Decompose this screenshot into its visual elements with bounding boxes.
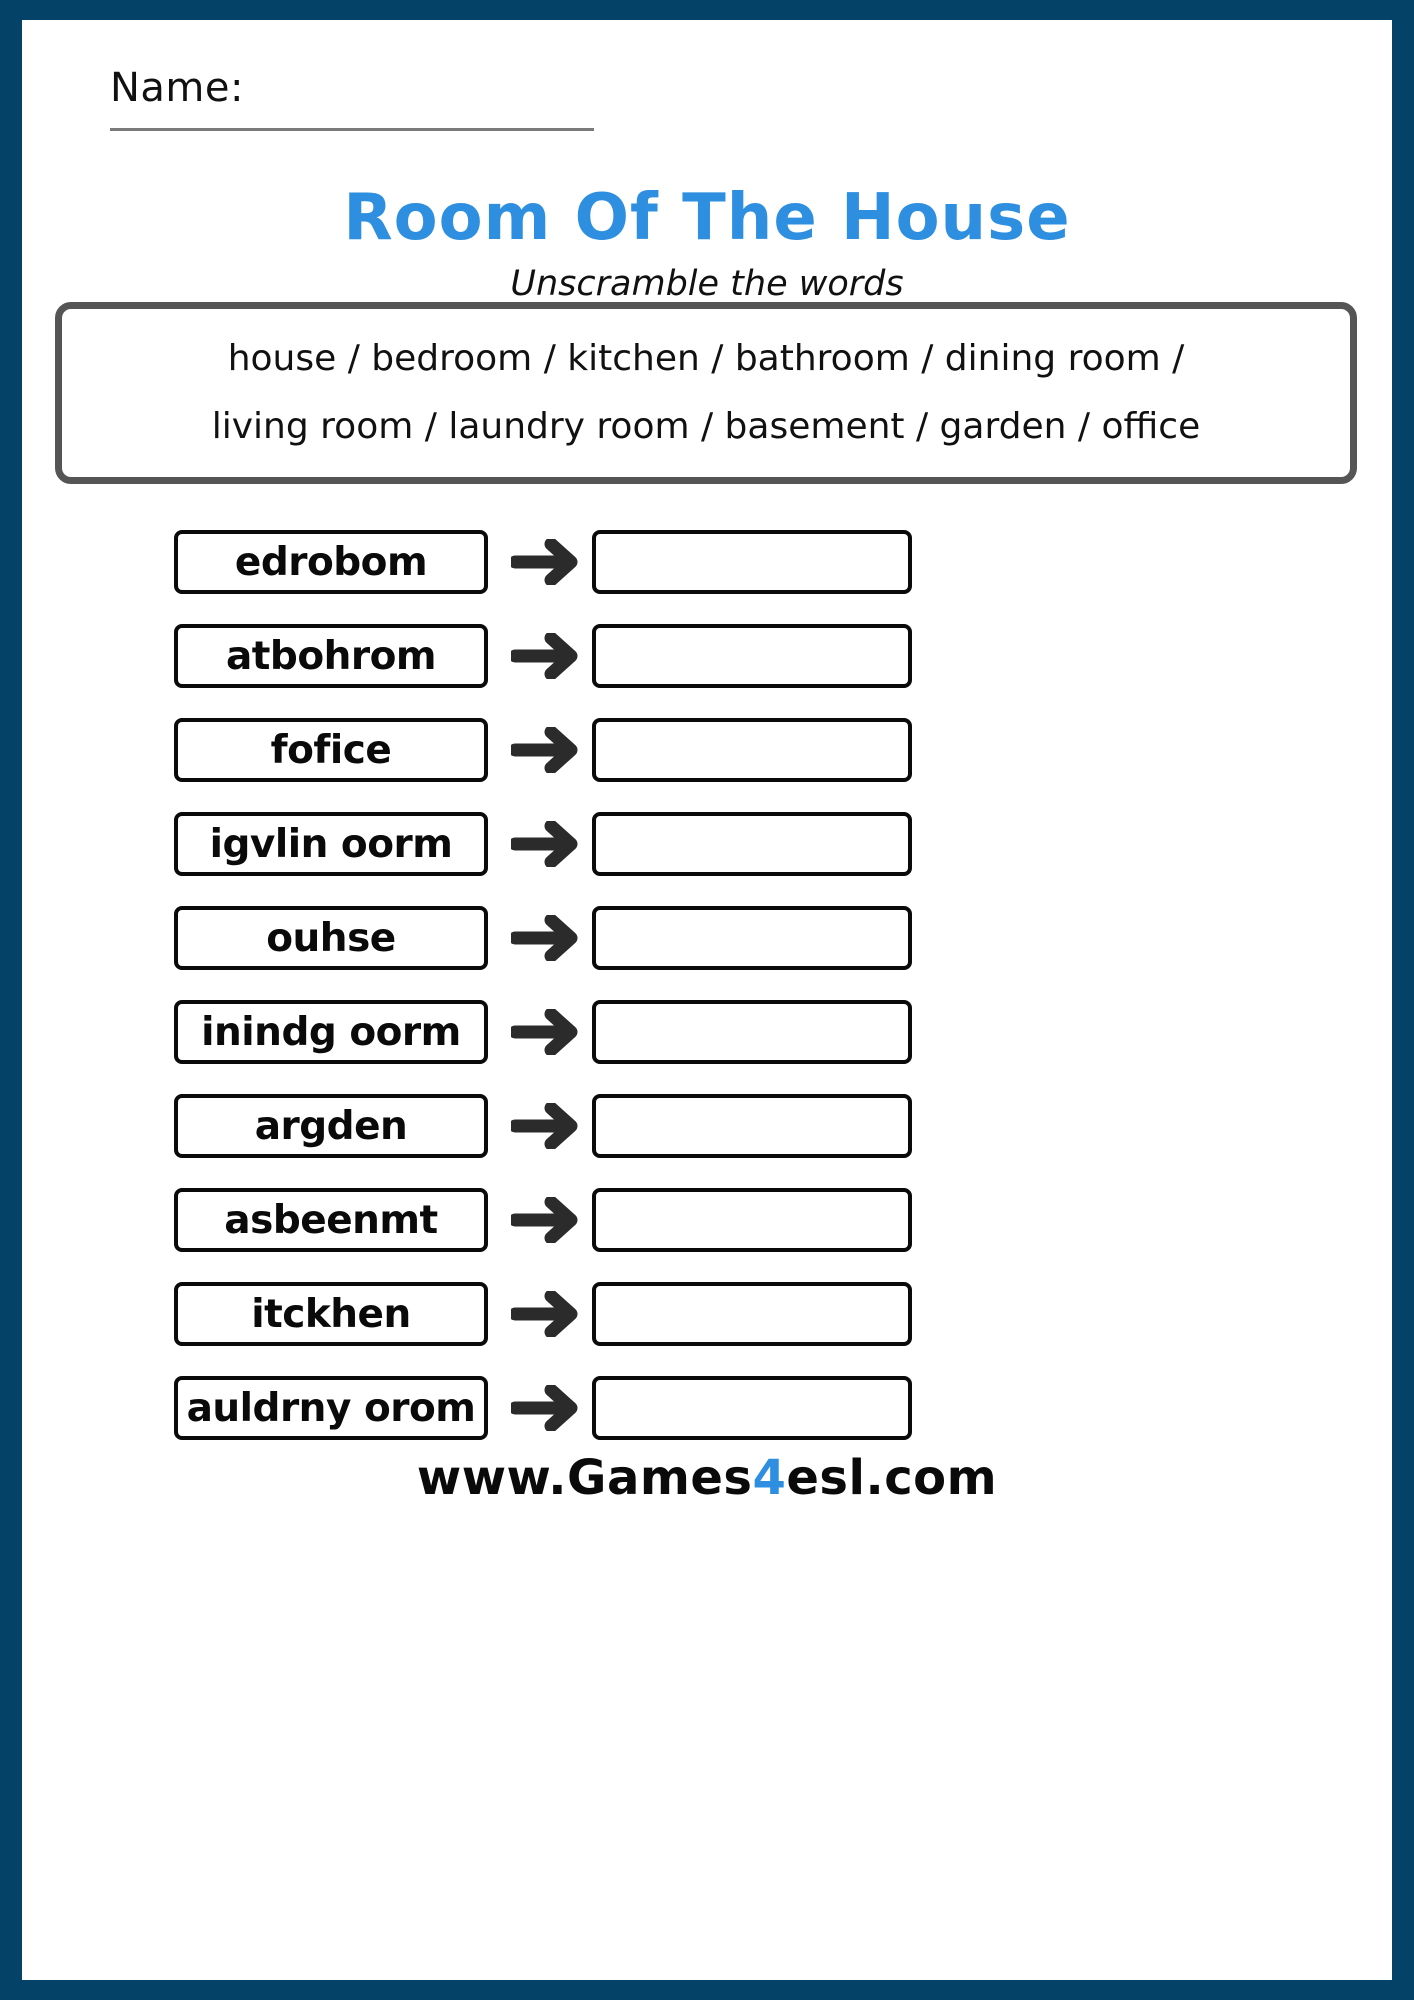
scrambled-word-text: inindg oorm [201, 1009, 461, 1055]
answer-input-box[interactable] [592, 1188, 912, 1252]
worksheet-page [22, 20, 1392, 1980]
scrambled-word-text: igvlin oorm [209, 821, 453, 867]
scrambled-word-text: fofice [270, 727, 392, 773]
arrow-right-icon [504, 1000, 588, 1064]
scrambled-word-text: auldrny orom [186, 1385, 476, 1431]
footer-accent: 4 [752, 1450, 787, 1506]
name-field-row [110, 65, 600, 131]
arrow-right-icon [504, 1376, 588, 1440]
unscramble-row [22, 1173, 1392, 1267]
unscramble-row [22, 703, 1392, 797]
answer-input-box[interactable] [592, 1000, 912, 1064]
word-bank-line: living room / laundry room / basement / garden / office [211, 406, 1201, 447]
scrambled-word-box [174, 906, 488, 970]
name-write-line[interactable] [110, 128, 594, 131]
unscramble-row [22, 1361, 1392, 1455]
unscramble-rows [22, 515, 1392, 1455]
arrow-right-icon [504, 624, 588, 688]
arrow-right-icon [504, 1188, 588, 1252]
scrambled-word-box [174, 1376, 488, 1440]
arrow-right-icon [504, 906, 588, 970]
scrambled-word-text: edrobom [234, 539, 428, 585]
unscramble-row [22, 1267, 1392, 1361]
scrambled-word-text: ouhse [266, 915, 396, 961]
answer-input-box[interactable] [592, 1376, 912, 1440]
answer-input-box[interactable] [592, 624, 912, 688]
unscramble-row [22, 1079, 1392, 1173]
scrambled-word-text: atbohrom [225, 633, 437, 679]
unscramble-row [22, 609, 1392, 703]
arrow-right-icon [504, 530, 588, 594]
arrow-right-icon [504, 1282, 588, 1346]
scrambled-word-text: itckhen [251, 1291, 411, 1337]
unscramble-row [22, 891, 1392, 985]
answer-input-box[interactable] [592, 1094, 912, 1158]
footer-suffix: esl.com [786, 1450, 998, 1506]
arrow-right-icon [504, 1094, 588, 1158]
word-bank-line: house / bedroom / kitchen / bathroom / dining room / [227, 337, 1185, 379]
scrambled-word-text: asbeenmt [224, 1197, 438, 1243]
answer-input-box[interactable] [592, 812, 912, 876]
site-footer [22, 1452, 1392, 1505]
scrambled-word-box [174, 624, 488, 688]
arrow-right-icon [504, 812, 588, 876]
answer-input-box[interactable] [592, 1282, 912, 1346]
unscramble-row [22, 797, 1392, 891]
answer-input-box[interactable] [592, 906, 912, 970]
scrambled-word-box [174, 1094, 488, 1158]
scrambled-word-box [174, 530, 488, 594]
scrambled-word-box [174, 812, 488, 876]
arrow-right-icon [504, 718, 588, 782]
answer-input-box[interactable] [592, 530, 912, 594]
scrambled-word-box [174, 1282, 488, 1346]
scrambled-word-text: argden [254, 1103, 408, 1149]
page-title: Room Of The House [343, 181, 1071, 255]
scrambled-word-box [174, 1188, 488, 1252]
name-label: Name: [110, 65, 244, 111]
unscramble-row [22, 985, 1392, 1079]
page-subtitle: Unscramble the words [510, 264, 904, 304]
scrambled-word-box [174, 1000, 488, 1064]
scrambled-word-box [174, 718, 488, 782]
unscramble-row [22, 515, 1392, 609]
word-bank [55, 302, 1357, 484]
answer-input-box[interactable] [592, 718, 912, 782]
footer-prefix: www.Games [416, 1450, 753, 1506]
